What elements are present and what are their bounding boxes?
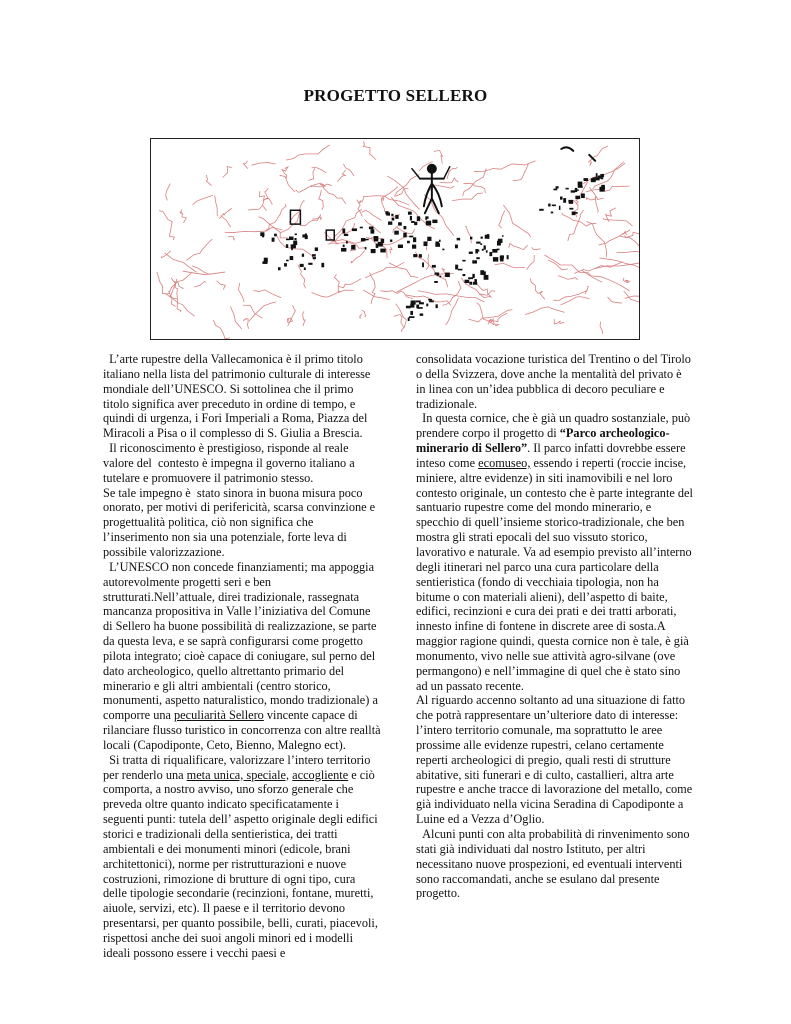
paragraph: Se tale impegno è stato sinora in buona misura poco onorato, per motivi di perifericità, scarsa convinzione e progettualità politica, ciò non significa che l’inserimento non sia una potenziale, forte leva di possibile valorizzazione. [103,485,379,559]
paragraph: consolidata vocazione turistica del Trentino o del Tirolo o della Svizzera, dove anche la mentalità del privato è in linea con un’idea pubblica di decoro peculiare e tradizionale. [416,352,695,411]
text-run: e ciò comporta, a nostro avviso, uno sforzo generale che preveda oltre quanto indicato specificatamente i seguenti punti: tutela dell’ aspetto originale degli edifici storici e tradizionali della sentieristica, dei tratti ambientali e dei monumenti minori (edicole, brani architettonici), norme per ristrutturazioni e nuove costruzioni, rimozione di brutture di ogni tipo, cura delle tipologie secondarie (recinzioni, fontane, muretti, aiuole, servizi, etc). Il paese e il territorio devono presentarsi, per quanto possibile, belli, curati, piacevoli, rispettosi anche dei suoi angoli minori ed i modelli ideali possono essere i vecchi paesi e [103,767,381,960]
paragraph: Il riconoscimento è prestigioso, risponde al reale valore del contesto è impegna il governo italiano a tutelare e promuovere il patrimonio stesso. [103,441,358,485]
bold-text: “Parco archeologico-minerario di Sellero” [416,426,670,456]
paragraph [103,559,384,753]
underlined-text: meta unica, speciale, [186,767,290,782]
text-run: essendo i reperti (roccie incise, miniere, altre evidenze) in siti inamovibili e nel loro contesto originale, un contesto che è parte integrante del santuario rupestre come del mondo minerario, e specchio di quell’insieme storico-tradizionale, che ben mostra gli strati epocali del suo vissuto storico, lavorativo e naturale. Va ad esempio previsto all’interno degli itinerari nel parco una cura particolare della sentieristica (fondo di vecchiaia tipologia, non ha bitume o con materiali alieni), dell’aspetto di baite, edifici, recinzioni e cura dei prati e dei tratti arborati, innesto infine di fontene in discrete aree di sosta.A maggior ragione quindi, questa cornice non è tale, è già monumento, vivo nelle sue attività agro-silvane (ove permangono) e nell’immagine di quel che è stato sino ad un passato recente. [416,455,696,693]
left-column [103,352,384,961]
page-title: PROGETTO SELLERO [303,86,488,105]
paragraph: L’arte rupestre della Vallecamonica è il primo titolo italiano nella lista del patrimonio culturale di interesse mondiale dell’UNESCO. Si sottolinea che il primo titolo significa aver preceduto in ordine di tempo, e quindi di urgenza, i Fori Imperiali a Roma, Piazza del Miracoli a Pisa o il complesso di S. Giulia a Brescia. [103,352,374,441]
text-run: Si tratta di riqualificare, valorizzare l’intero territorio per renderlo una [103,752,374,782]
text-run: . Il parco infatti dovrebbe essere inteso come [416,441,689,470]
rock-art-tracing-icon [151,139,639,339]
text-run: L’UNESCO non concede finanziamenti; ma appoggia autorevolmente progetti seri e ben strutturati.Nell’attuale, direi tradizionale, rassegnata mancanza propositiva in Valle l’iniziativa del Comune di Sellero ha buone possibilità di realizzazione, se parte da questa leva, e se saprà configurarsi come progetto pilota integrato; cioè capace di coniugare, sul perno del dato archeologico, quello altrettanto primario del minerario e gli altri ambientali (centro storico, monumenti, aspetto naturalistico, mondo tradizionale) a comporre una [103,559,381,723]
underlined-text: peculiarità Sellero [174,708,264,723]
paragraph: Alcuni punti con alta probabilità di rinvenimento sono stati già individuati dal nostro Istituto, per altri necessitano nuove prospezioni, ed eventuali interventi sono raccomandati, anche se esulano dal presente progetto. [416,827,693,901]
underlined-text: ecomuseo, [478,455,531,470]
paragraph: Al riguardo accenno soltanto ad una situazione di fatto che potrà rappresentare un’ulteriore dato di interesse: l’intero territorio comunale, ma soprattutto le aree prossime alle evidenze rupestri, celano certamente reperti archeologici di pregio, quali resti di strutture abitative, siti funerari e di culto, castallieri, altra arte rupestre e anche tracce di lavorazione del metallo, come già individuato nella vicina Seradina di Capodiponte a Luine ed a Vezza d’Oglio. [416,693,696,827]
rock-art-figure [150,138,640,340]
paragraph [103,753,381,961]
right-column [416,352,696,901]
text-run: vincente capace di rilanciare flusso turistico in concorrenza con altre realltà locali (Capodiponte, Ceto, Bienno, Malegno ect). [103,708,384,752]
underlined-text: accogliente [292,767,349,782]
paragraph [416,411,696,693]
text-run: In questa cornice, che è già un quadro sostanziale, può prendere corpo il progetto di [416,411,694,441]
